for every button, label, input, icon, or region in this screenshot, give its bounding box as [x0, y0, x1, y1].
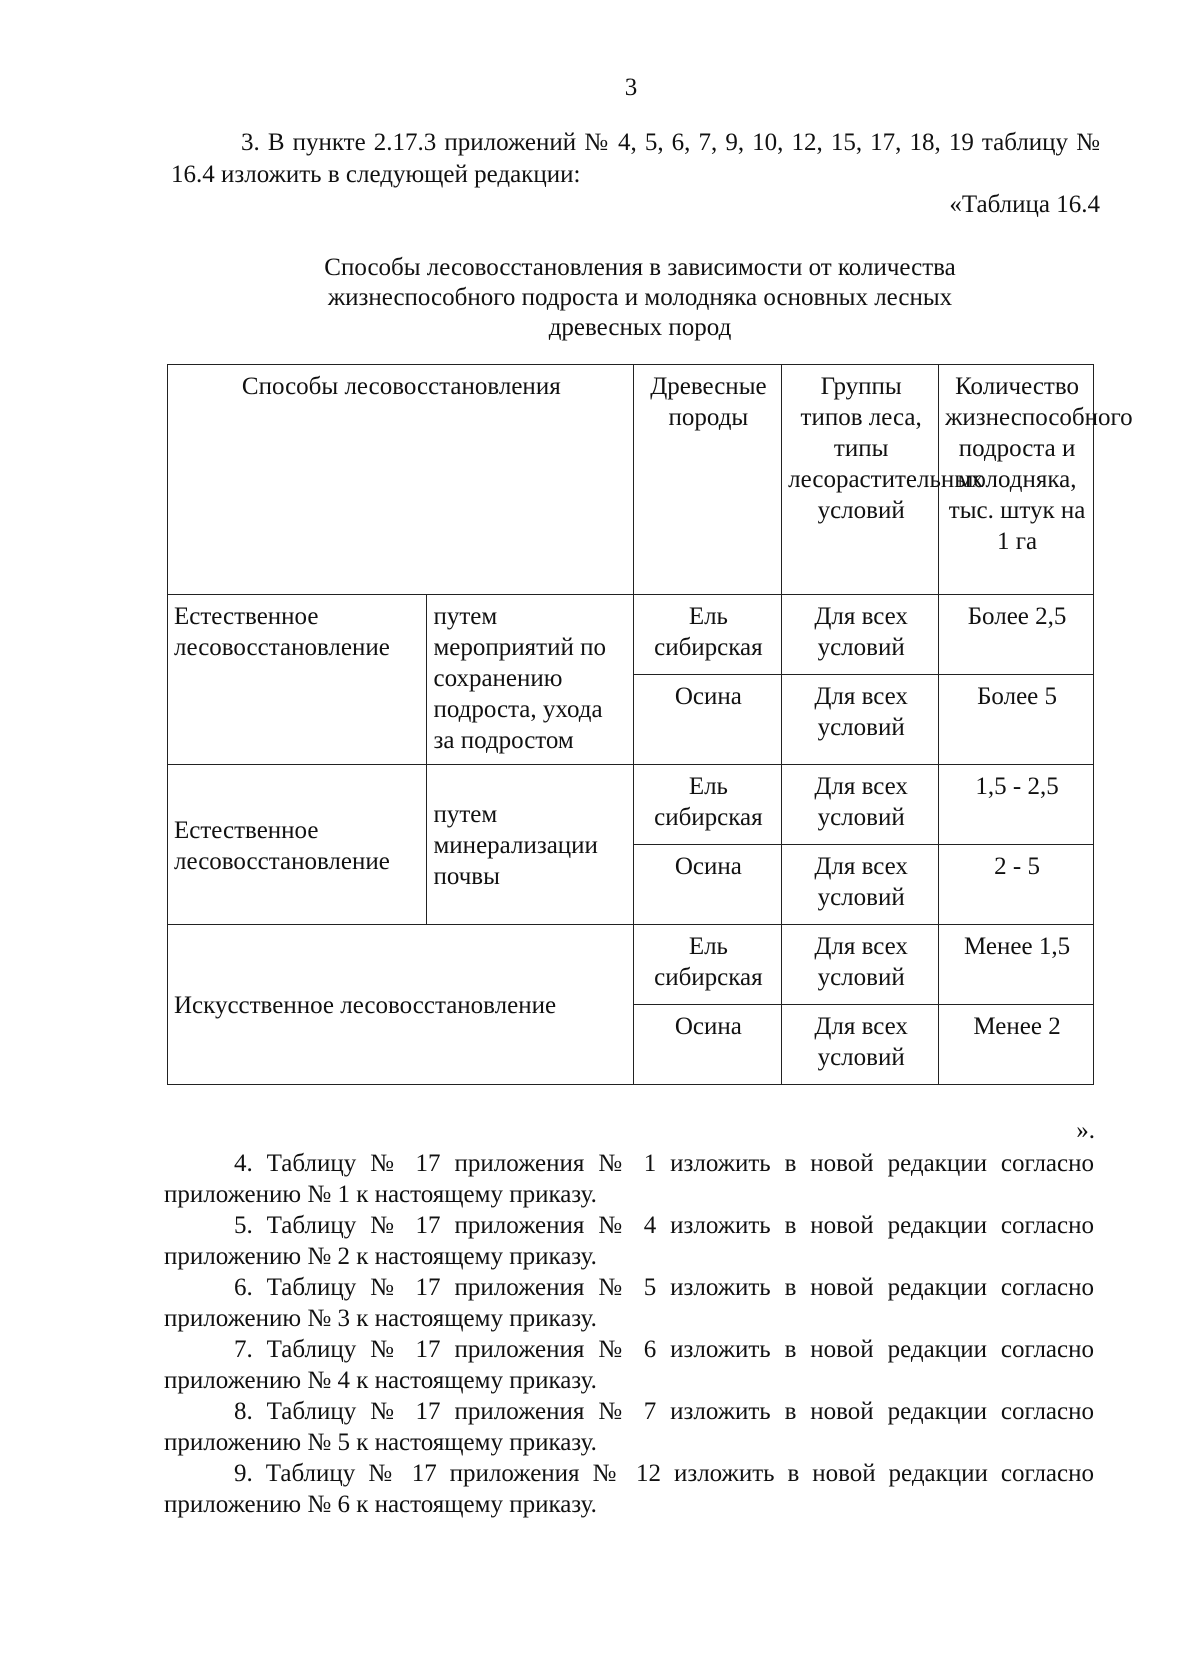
quantity-cell: Более 5 [939, 675, 1094, 765]
quantity-cell: 1,5 - 2,5 [939, 765, 1094, 845]
list-item: 4. Таблицу № 17 приложения № 1 изложить в новой редакции согласно приложению № 1 к настоящему приказу. [164, 1150, 1094, 1208]
method-cell: Естественное лесовосстановление [168, 765, 427, 925]
caption-line: Способы лесовосстановления в зависимости от количества [324, 254, 956, 281]
species-cell: Ель сибирская [633, 925, 782, 1005]
conditions-cell: Для всех условий [782, 765, 939, 845]
submethod-cell: путем минерализации почвы [427, 765, 633, 925]
table-row [168, 925, 1094, 1005]
table-row [168, 765, 1094, 845]
table-header-row [168, 365, 1094, 595]
header-methods: Способы лесовосстановления [168, 365, 634, 595]
header-species: Древесные породы [633, 365, 782, 595]
caption-line: жизнеспособного подроста и молодняка основных лесных [327, 284, 953, 311]
conditions-cell: Для всех условий [782, 845, 939, 925]
list-item: 7. Таблицу № 17 приложения № 6 изложить в новой редакции согласно приложению № 4 к настоящему приказу. [164, 1336, 1094, 1394]
closing-quote: ». [1076, 1117, 1095, 1144]
method-cell: Естественное лесовосстановление [168, 595, 427, 765]
quantity-cell: Более 2,5 [939, 595, 1094, 675]
conditions-cell: Для всех условий [782, 1005, 939, 1085]
species-cell: Ель сибирская [633, 765, 782, 845]
species-cell: Осина [633, 1005, 782, 1085]
species-cell: Осина [633, 675, 782, 765]
table-caption [280, 253, 1000, 343]
table-reference: «Таблица 16.4 [949, 191, 1100, 218]
list-item: 9. Таблицу № 17 приложения № 12 изложить в новой редакции согласно приложению № 6 к настоящему приказу. [164, 1460, 1094, 1518]
list-item: 8. Таблицу № 17 приложения № 7 изложить в новой редакции согласно приложению № 5 к настоящему приказу. [164, 1398, 1094, 1456]
header-quantity: Количество жизнеспособного подроста и молодняка, тыс. штук на 1 га [939, 365, 1094, 595]
table-row [168, 595, 1094, 675]
species-cell: Осина [633, 845, 782, 925]
method-cell: Искусственное лесовосстановление [168, 925, 634, 1085]
reforestation-table [167, 364, 1133, 1085]
quantity-cell: Менее 2 [939, 1005, 1094, 1085]
conditions-cell: Для всех условий [782, 925, 939, 1005]
list-item: 5. Таблицу № 17 приложения № 4 изложить в новой редакции согласно приложению № 2 к настоящему приказу. [164, 1212, 1094, 1270]
conditions-cell: Для всех условий [782, 595, 939, 675]
caption-line: древесных пород [548, 314, 732, 341]
header-groups: Группы типов леса, типы лесорастительных условий [782, 365, 939, 595]
quantity-cell: 2 - 5 [939, 845, 1094, 925]
submethod-cell: путем мероприятий по сохранению подроста, ухода за подростом [427, 595, 633, 765]
paragraph-3: 3. В пункте 2.17.3 приложений № 4, 5, 6, 7, 9, 10, 12, 15, 17, 18, 19 таблицу № 16.4 изложить в следующей редакции: [171, 129, 1100, 188]
page-number: 3 [624, 74, 638, 101]
quantity-cell: Менее 1,5 [939, 925, 1094, 1005]
conditions-cell: Для всех условий [782, 675, 939, 765]
species-cell: Ель сибирская [633, 595, 782, 675]
list-item: 6. Таблицу № 17 приложения № 5 изложить в новой редакции согласно приложению № 3 к настоящему приказу. [164, 1274, 1094, 1332]
